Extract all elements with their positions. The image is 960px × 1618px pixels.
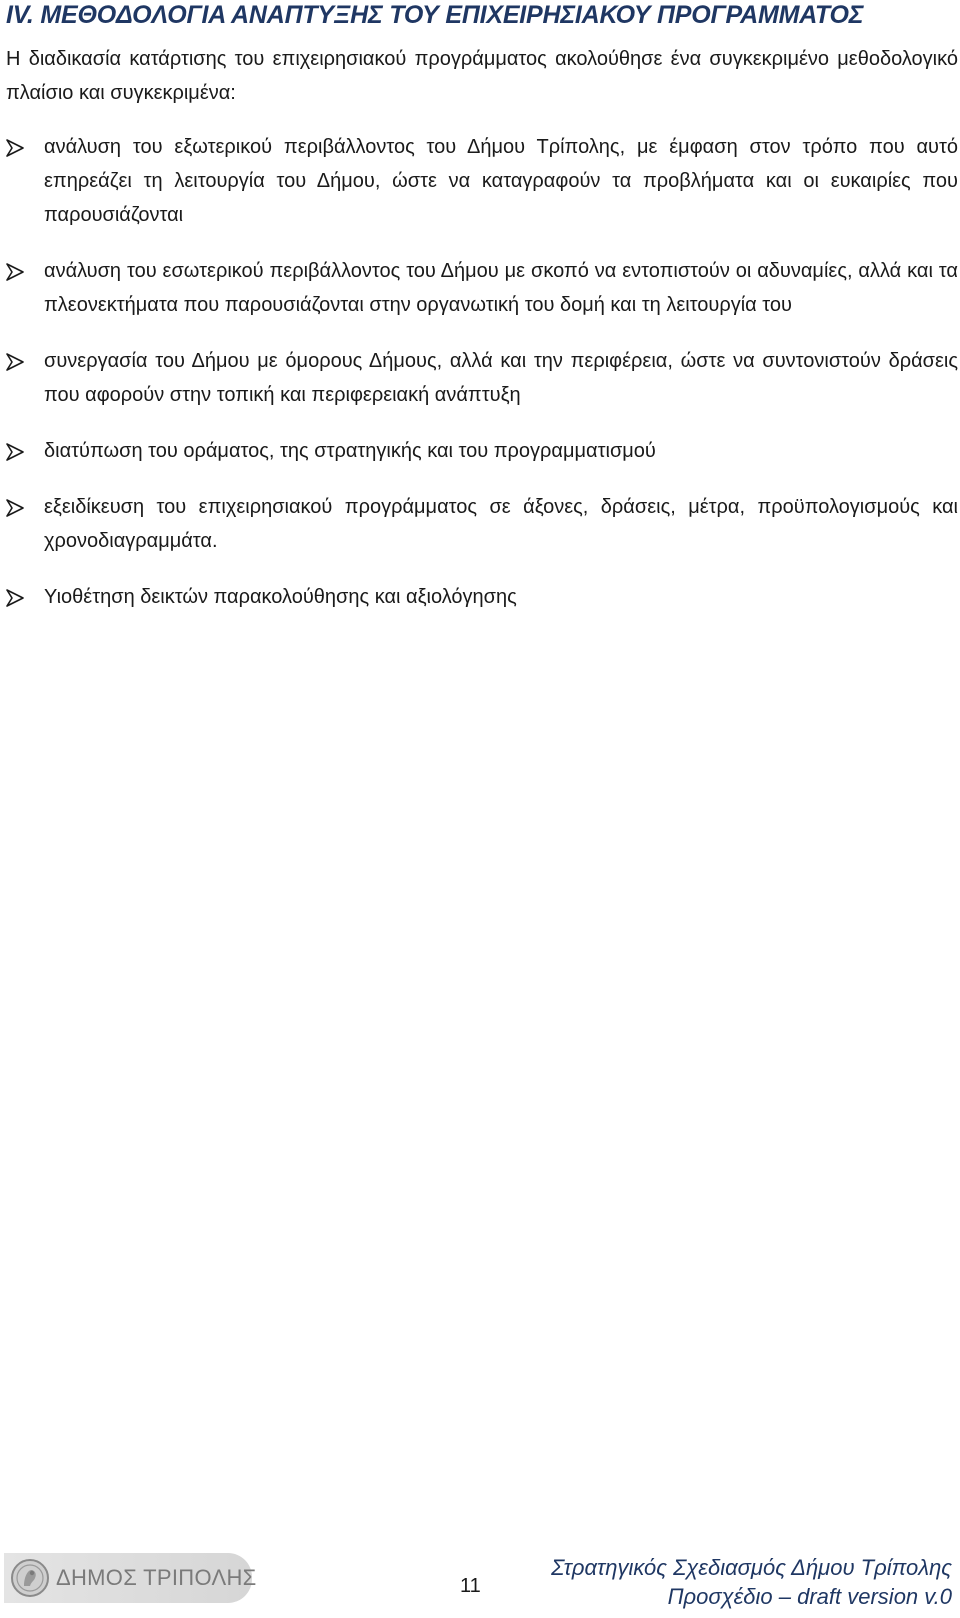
arrowhead-bullet-icon [6,499,24,517]
arrowhead-bullet-icon [6,139,24,157]
arrowhead-bullet-icon [6,263,24,281]
municipality-logo [4,1553,257,1603]
list-item [6,434,958,468]
list-item [6,344,958,412]
list-item-text: ανάλυση του εξωτερικού περιβάλλοντος του Δήμου Τρίπολης, με έμφαση στον τρόπο που αυτό επηρεάζει τη λειτουργία του Δήμου, ώστε να καταγραφούν τα προβλήματα και οι ευκαιρίες που παρουσιάζονται [44,136,958,226]
municipal-seal-icon [10,1558,50,1598]
logo-text: ΔΗΜΟΣ ΤΡΙΠΟΛΗΣ [56,1565,257,1590]
methodology-list [6,130,958,636]
list-item-text: διατύπωση του οράματος, της στρατηγικής και του προγραμματισμού [44,440,656,462]
list-item-text: συνεργασία του Δήμου με όμορους Δήμους, αλλά και την περιφέρεια, ώστε να συντονιστούν δράσεις που αφορούν στην τοπική και περιφερειακή ανάπτυξη [44,350,958,406]
list-item [6,490,958,558]
list-item [6,254,958,322]
list-item-text: Υιοθέτηση δεικτών παρακολούθησης και αξιολόγησης [44,586,517,608]
arrowhead-bullet-icon [6,443,24,461]
arrowhead-bullet-icon [6,353,24,371]
list-item-text: εξειδίκευση του επιχειρησιακού προγράμματος σε άξονες, δράσεις, μέτρα, προϋπολογισμούς και χρονοδιαγραμμάτα. [44,496,958,552]
footer-doc-info [551,1553,952,1611]
page-title: IV. ΜΕΘΟΔΟΛΟΓΙΑ ΑΝΑΠΤΥΞΗΣ ΤΟΥ ΕΠΙΧΕΙΡΗΣΙΑΚΟΥ ΠΡΟΓΡΑΜΜΑΤΟΣ [6,1,864,29]
list-item [6,580,958,614]
intro-paragraph: Η διαδικασία κατάρτισης του επιχειρησιακού προγράμματος ακολούθησε ένα συγκεκριμένο μεθοδολογικό πλαίσιο και συγκεκριμένα: [6,48,958,104]
list-item [6,130,958,232]
arrowhead-bullet-icon [6,589,24,607]
footer-doc-version: Προσχέδιο – draft version v.0 [667,1584,952,1609]
footer-doc-title: Στρατηγικός Σχεδιασμός Δήμου Τρίπολης [551,1555,952,1580]
list-item-text: ανάλυση του εσωτερικού περιβάλλοντος του Δήμου με σκοπό να εντοπιστούν οι αδυναμίες, αλλά και τα πλεονεκτήματα που παρουσιάζονται στην οργανωτική του δομή και τη λειτουργία του [44,260,958,316]
page-number: 11 [460,1575,481,1597]
